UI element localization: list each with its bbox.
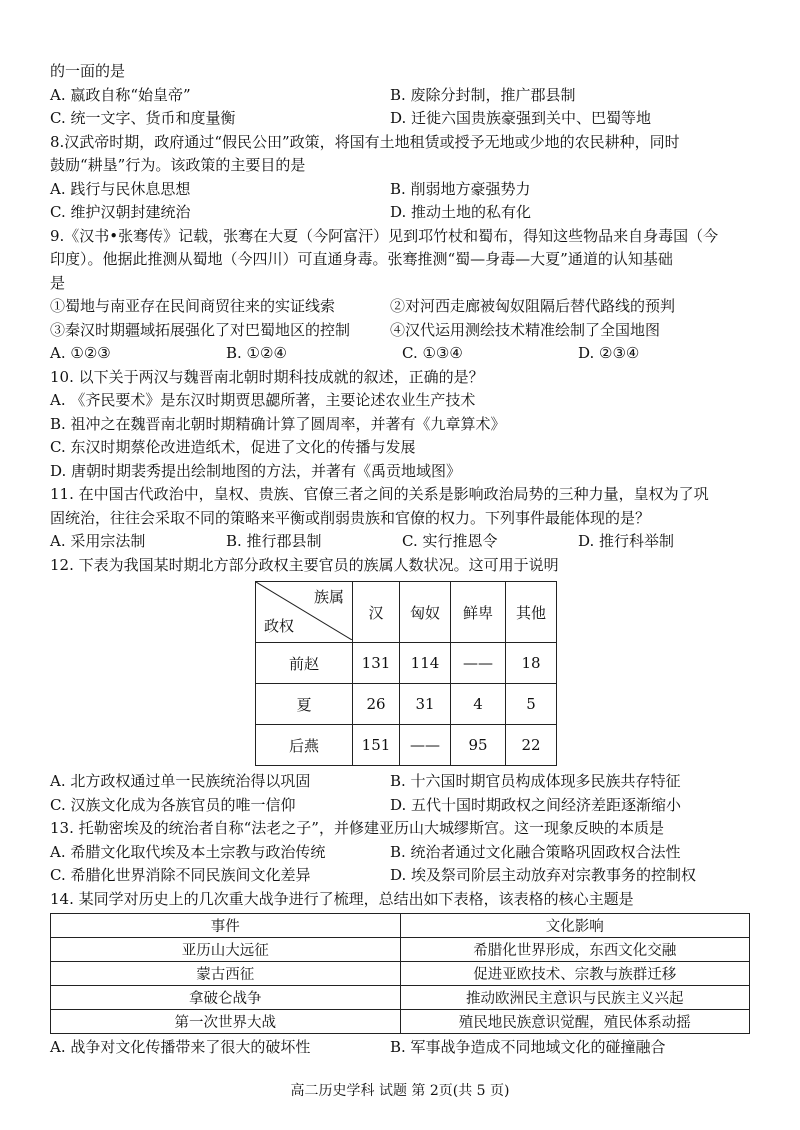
q8-options-row1 (50, 178, 755, 202)
q12-option-d[interactable]: D. 五代十国时期政权之间经济差距逐渐缩小 (390, 795, 682, 814)
q14-options-row1 (50, 1036, 755, 1060)
q11-option-a[interactable]: A. 采用宗法制 (50, 532, 146, 550)
q12-cell: 95 (451, 725, 506, 766)
q14-option-b[interactable]: B. 军事战争造成不同地域文化的碰撞融合 (390, 1038, 666, 1056)
q11-stem-line1: 11. 在中国古代政治中，皇权、贵族、官僚三者之间的关系是影响政治局势的三种力量，皇权为了巩 (50, 485, 709, 503)
q12-cell: 18 (506, 643, 557, 684)
q13-option-c[interactable]: C. 希腊化世界消除不同民族间文化差异 (50, 866, 311, 884)
q12-row-name: 夏 (256, 684, 353, 725)
q11-option-c[interactable]: C. 实行推恩令 (402, 532, 498, 550)
q8-stem-line1: 8.汉武帝时期，政府通过“假民公田”政策，将国有土地租赁或授予无地或少地的农民耕种，同时 (50, 132, 680, 151)
q13-stem: 13. 托勒密埃及的统治者自称“法老之子”，并修建亚历山大城缪斯宫。这一现象反映的本质是 (50, 819, 664, 837)
table-row (51, 986, 750, 1010)
table-row (51, 962, 750, 986)
q7-option-c[interactable]: C. 统一文字、货币和度量衡 (50, 109, 236, 127)
table-row (51, 938, 750, 962)
q13-options-row1 (50, 841, 755, 865)
q11-option-b[interactable]: B. 推行郡县制 (226, 532, 322, 550)
q7-stem-tail: 的一面的是 (50, 62, 126, 80)
q12-cell: 114 (400, 643, 451, 684)
q12-cell: 22 (506, 725, 557, 766)
q12-cell: 31 (400, 684, 451, 725)
q12-table (255, 581, 557, 766)
q11-stem-line2: 固统治，往往会采取不同的策略来平衡或削弱贵族和官僚的权力。下列事件最能体现的是？ (50, 508, 651, 527)
q14-cell: 殖民地民族意识觉醒，殖民体系动摇 (400, 1010, 750, 1034)
q14-cell: 促进亚欧技术、宗教与族群迁移 (400, 962, 750, 986)
q9-stem-line2: 印度）。他据此推测从蜀地（今四川）可直通身毒。张骞推测“蜀—身毒—大夏”通道的认知基础 (50, 250, 673, 268)
q12-option-b[interactable]: B. 十六国时期官员构成体现多民族共存特征 (390, 772, 681, 790)
q14-cell: 蒙古西征 (51, 962, 401, 986)
q7-option-a[interactable]: A. 嬴政自称“始皇帝” (50, 85, 191, 104)
q12-row-name: 前赵 (256, 643, 353, 684)
table-row (51, 1010, 750, 1034)
q7-option-d[interactable]: D. 迁徙六国贵族豪强到关中、巴蜀等地 (390, 109, 652, 127)
table-row (256, 643, 557, 684)
q9-option-a[interactable]: A. ①②③ (50, 344, 111, 362)
q9-option-d[interactable]: D. ②③④ (578, 344, 640, 362)
q9-item-4: ④汉代运用测绘技术精准绘制了全国地图 (390, 320, 661, 339)
q14-table (50, 913, 750, 1034)
q12-option-a[interactable]: A. 北方政权通过单一民族统治得以巩固 (50, 772, 311, 790)
q12-cell: 131 (353, 643, 400, 684)
q12-col-header: 鲜卑 (451, 582, 506, 643)
q8-stem-line2: 鼓励“耕垦”行为。该政策的主要目的是 (50, 156, 306, 174)
q12-option-c[interactable]: C. 汉族文化成为各族官员的唯一信仰 (50, 795, 296, 814)
q14-cell: 亚历山大远征 (51, 938, 401, 962)
q9-item-3: ③秦汉时期疆域拓展强化了对巴蜀地区的控制 (50, 320, 351, 339)
q9-options (50, 342, 755, 366)
q7-option-b[interactable]: B. 废除分封制，推广郡县制 (390, 85, 576, 104)
q13-option-a[interactable]: A. 希腊文化取代埃及本土宗教与政治传统 (50, 842, 326, 861)
q12-cell: 26 (353, 684, 400, 725)
exam-page (50, 60, 755, 1060)
q10-option-a[interactable]: A. 《齐民要术》是东汉时期贾思勰所著，主要论述农业生产技术 (50, 391, 476, 409)
q9-stem-line1: 9.《汉书•张骞传》记载，张骞在大夏（今阿富汗）见到邛竹杖和蜀布，得知这些物品来自身毒国（今 (50, 226, 719, 245)
q9-items-row1 (50, 295, 755, 319)
q9-item-1: ①蜀地与南亚存在民间商贸往来的实证线索 (50, 297, 336, 315)
q13-options-row2 (50, 864, 755, 888)
q8-option-b[interactable]: B. 削弱地方豪强势力 (390, 179, 531, 198)
q10-option-c[interactable]: C. 东汉时期蔡伦改进造纸术，促进了文化的传播与发展 (50, 438, 416, 456)
page-footer: 高二历史学科 试题 第 2页(共 5 页) (290, 1083, 510, 1099)
table-row (256, 684, 557, 725)
q12-cell: 5 (506, 684, 557, 725)
q10-stem: 10. 以下关于两汉与魏晋南北朝时期科技成就的叙述，正确的是？ (50, 367, 484, 386)
q12-header-top: 族属 (313, 588, 344, 606)
q12-cell: 4 (451, 684, 506, 725)
q12-cell: —— (400, 725, 451, 766)
q12-stem: 12. 下表为我国某时期北方部分政权主要官员的族属人数状况。这可用于说明 (50, 555, 559, 574)
q14-cell: 拿破仑战争 (51, 986, 401, 1010)
q14-cell: 推动欧洲民主意识与民族主义兴起 (400, 986, 750, 1010)
q9-stem-line3: 是 (50, 273, 66, 292)
q12-table-diagonal-header (256, 582, 353, 643)
q12-cell: 151 (353, 725, 400, 766)
q9-item-2: ②对河西走廊被匈奴阻隔后替代路线的预判 (390, 297, 676, 315)
q8-option-c[interactable]: C. 维护汉朝封建统治 (50, 203, 191, 221)
q9-option-c[interactable]: C. ①③④ (402, 344, 463, 362)
q14-col-header: 事件 (51, 914, 401, 938)
q11-options (50, 530, 755, 554)
q12-options-row1 (50, 770, 755, 794)
q12-row-name: 后燕 (256, 725, 353, 766)
q14-col-header: 文化影响 (400, 914, 750, 938)
q9-option-b[interactable]: B. ①②④ (226, 344, 287, 362)
q10-option-d[interactable]: D. 唐朝时期裴秀提出绘制地图的方法，并著有《禹贡地域图》 (50, 461, 462, 480)
q12-options-row2 (50, 794, 755, 818)
q14-cell: 第一次世界大战 (51, 1010, 401, 1034)
q8-options-row2 (50, 201, 755, 225)
q12-col-header: 其他 (506, 582, 557, 643)
q7-options-row1 (50, 84, 755, 108)
q7-options-row2 (50, 107, 755, 131)
q12-header-left: 政权 (264, 617, 295, 635)
q12-col-header: 汉 (353, 582, 400, 643)
q12-cell: —— (451, 643, 506, 684)
q9-items-row2 (50, 319, 755, 343)
q14-cell: 希腊化世界形成，东西文化交融 (400, 938, 750, 962)
q14-stem: 14. 某同学对历史上的几次重大战争进行了梳理，总结出如下表格，该表格的核心主题是 (50, 889, 634, 908)
q8-option-a[interactable]: A. 践行与民休息思想 (50, 179, 191, 198)
q12-col-header: 匈奴 (400, 582, 451, 643)
q10-option-b[interactable]: B. 祖冲之在魏晋南北朝时期精确计算了圆周率，并著有《九章算术》 (50, 414, 506, 433)
table-row (256, 725, 557, 766)
q14-option-a[interactable]: A. 战争对文化传播带来了很大的破坏性 (50, 1038, 311, 1056)
q13-option-d[interactable]: D. 埃及祭司阶层主动放弃对宗教事务的控制权 (390, 866, 697, 884)
q11-option-d[interactable]: D. 推行科举制 (578, 532, 675, 550)
q13-option-b[interactable]: B. 统治者通过文化融合策略巩固政权合法性 (390, 842, 681, 861)
q8-option-d[interactable]: D. 推动土地的私有化 (390, 203, 532, 221)
